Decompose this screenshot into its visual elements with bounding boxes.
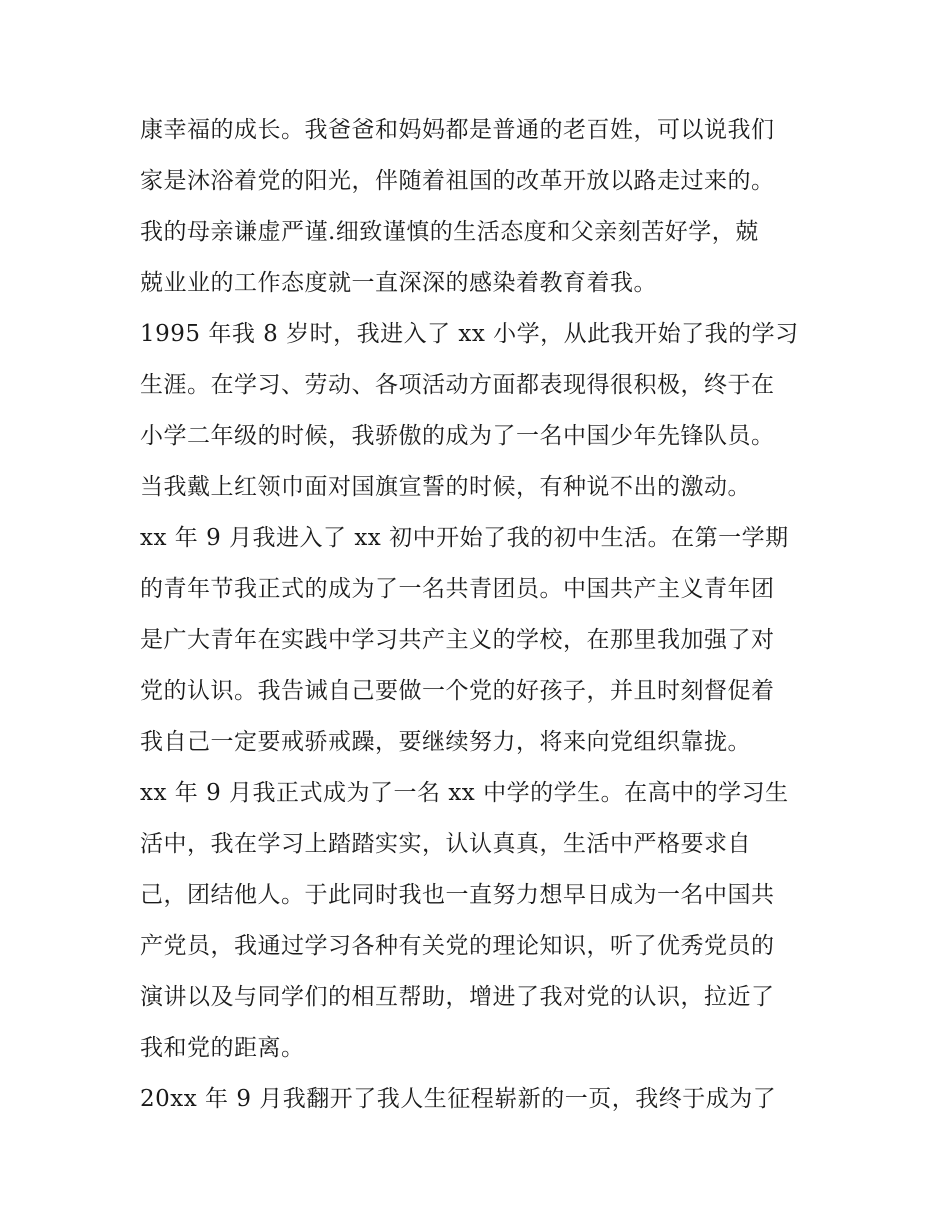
text-line: 己，团结他人。于此同时我也一直努力想早日成为一名中国共 <box>140 882 775 908</box>
text-line: 20xx 年 9 月我翻开了我人生征程崭新的一页，我终于成为了 <box>140 1086 777 1112</box>
text-line: 家是沐浴着党的阳光，伴随着祖国的改革开放以路走过来的。 <box>140 168 775 194</box>
text-line: 演讲以及与同学们的相互帮助，增进了我对党的认识，拉近了 <box>140 984 775 1010</box>
text-line: 康幸福的成长。我爸爸和妈妈都是普通的老百姓，可以说我们 <box>140 117 775 143</box>
text-line: 1995 年我 8 岁时，我进入了 xx 小学，从此我开始了我的学习 <box>140 321 799 347</box>
text-line: 党的认识。我告诫自己要做一个党的好孩子，并且时刻督促着 <box>140 678 775 704</box>
text-line: 活中，我在学习上踏踏实实，认认真真，生活中严格要求自 <box>140 831 751 857</box>
text-line: xx 年 9 月我正式成为了一名 xx 中学的学生。在高中的学习生 <box>140 780 789 806</box>
text-line: 生涯。在学习、劳动、各项活动方面都表现得很积极，终于在 <box>140 372 775 398</box>
text-line: 兢业业的工作态度就一直深深的感染着教育着我。 <box>140 270 657 296</box>
text-line: 是广大青年在实践中学习共产主义的学校，在那里我加强了对 <box>140 627 775 653</box>
text-line: 的青年节我正式的成为了一名共青团员。中国共产主义青年团 <box>140 576 775 602</box>
text-line: 我自己一定要戒骄戒躁，要继续努力，将来向党组织靠拢。 <box>140 729 751 755</box>
text-line: 我和党的距离。 <box>140 1035 305 1061</box>
text-line: 当我戴上红领巾面对国旗宣誓的时候，有种说不出的激动。 <box>140 474 751 500</box>
text-line: 产党员，我通过学习各种有关党的理论知识，听了优秀党员的 <box>140 933 775 959</box>
text-line: 我的母亲谦虚严谨.细致谨慎的生活态度和父亲刻苦好学，兢 <box>140 219 759 245</box>
text-line: xx 年 9 月我进入了 xx 初中开始了我的初中生活。在第一学期 <box>140 525 789 551</box>
text-line: 小学二年级的时候，我骄傲的成为了一名中国少年先锋队员。 <box>140 423 775 449</box>
